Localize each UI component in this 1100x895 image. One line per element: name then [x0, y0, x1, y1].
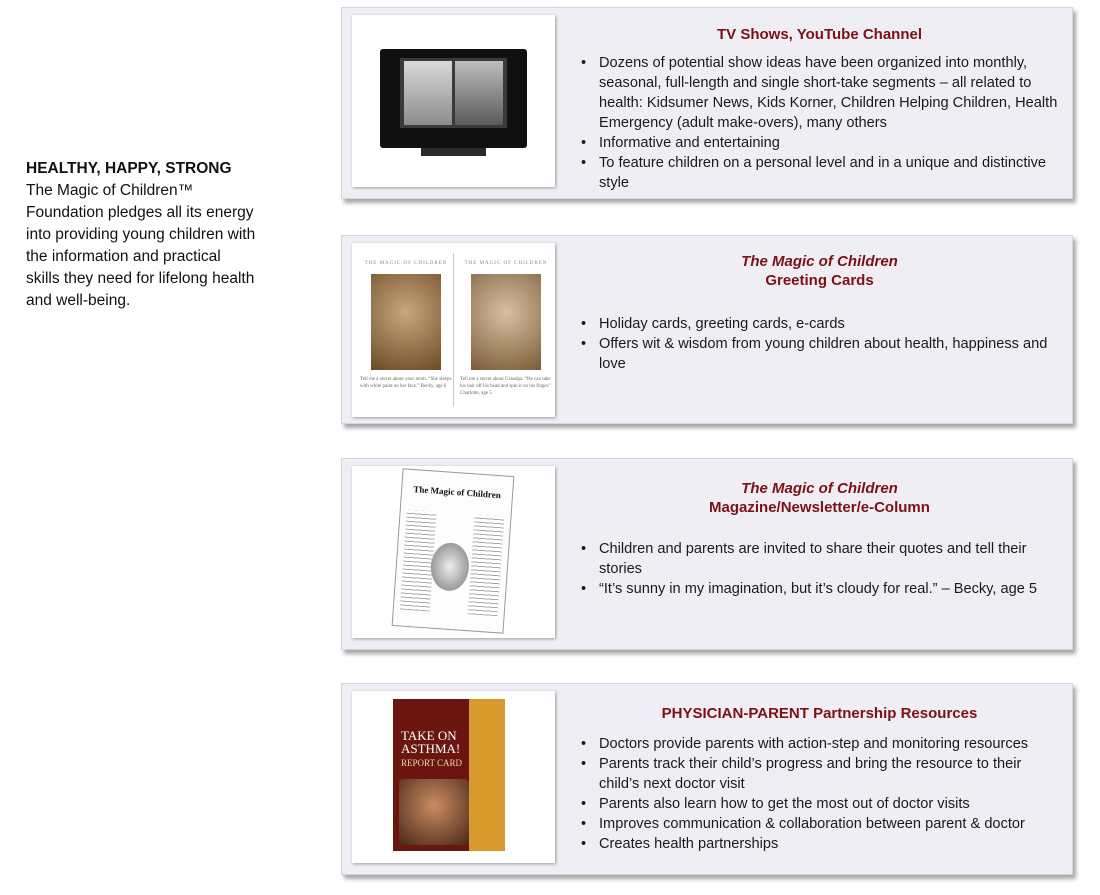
card-content — [577, 684, 1062, 854]
list-item: • Creates health partnerships — [577, 834, 1062, 854]
list-item: • Parents also learn how to get the most out of doctor visits — [577, 794, 1062, 814]
list-item: • Holiday cards, greeting cards, e-cards — [577, 314, 1062, 334]
list-item: • Children and parents are invited to share their quotes and tell their stories — [577, 539, 1062, 579]
bullet-list — [577, 734, 1062, 854]
intro-block — [26, 158, 256, 312]
card-content — [577, 236, 1062, 374]
list-item: • Dozens of potential show ideas have been organized into monthly, seasonal, full-length and single short-take segments – all related to health: Kidsumer News, Kids Korner, Children Helping Children, Health Emergency (adult make-overs), many others — [577, 53, 1062, 133]
asthma-book-cover: TAKE ON ASTHMA! REPORT CARD — [393, 699, 505, 851]
intro-heading: HEALTHY, HAPPY, STRONG — [26, 160, 232, 177]
card-title: TV Shows, YouTube Channel — [716, 26, 922, 43]
magazine-page: The Magic of Children — [392, 468, 515, 633]
tv-icon — [380, 49, 527, 148]
card-greeting-cards — [341, 235, 1073, 424]
intro-body: The Magic of Children™ Foundation pledges all its energy into providing young children with the information and practical skills they need for lifelong health and well-being. — [26, 182, 256, 309]
card-title: The Magic of Children Greeting Cards — [741, 253, 898, 289]
list-item: • Parents track their child’s progress and bring the resource to their child’s next doctor visit — [577, 754, 1062, 794]
list-item: • Improves communication & collaboration between parent & doctor — [577, 814, 1062, 834]
card-title: PHYSICIAN-PARENT Partnership Resources — [661, 705, 978, 722]
list-item: • Doctors provide parents with action-step and monitoring resources — [577, 734, 1062, 754]
list-item: • To feature children on a personal level and in a unique and distinctive style — [577, 153, 1062, 193]
bullet-list — [577, 314, 1062, 374]
list-item: • Informative and entertaining — [577, 133, 1062, 153]
bullet-list — [577, 539, 1062, 599]
greeting-card-left: THE MAGIC OF CHILDREN Tell me a secret about your mom. “She sleeps with white paint on her face.” Becky, age 6 — [360, 261, 452, 389]
magazine-image — [352, 466, 555, 638]
list-item: • Offers wit & wisdom from young children about health, happiness and love — [577, 334, 1062, 374]
card-tv-shows — [341, 7, 1073, 199]
asthma-report-card-image — [352, 691, 555, 863]
tv-image — [352, 15, 555, 187]
card-physician-parent — [341, 683, 1073, 875]
greeting-cards-image — [352, 243, 555, 417]
card-title: The Magic of Children Magazine/Newsletter/e-Column — [709, 480, 930, 516]
list-item: • “It’s sunny in my imagination, but it’s cloudy for real.” – Becky, age 5 — [577, 579, 1062, 599]
card-content — [577, 8, 1062, 193]
card-magazine — [341, 458, 1073, 650]
bullet-list — [577, 53, 1062, 193]
greeting-card-right: THE MAGIC OF CHILDREN Tell me a secret about Grandpa. “He can take his hair off his head and spin it on his finger.” Charlotte, age 5 — [460, 261, 552, 396]
card-content — [577, 459, 1062, 599]
